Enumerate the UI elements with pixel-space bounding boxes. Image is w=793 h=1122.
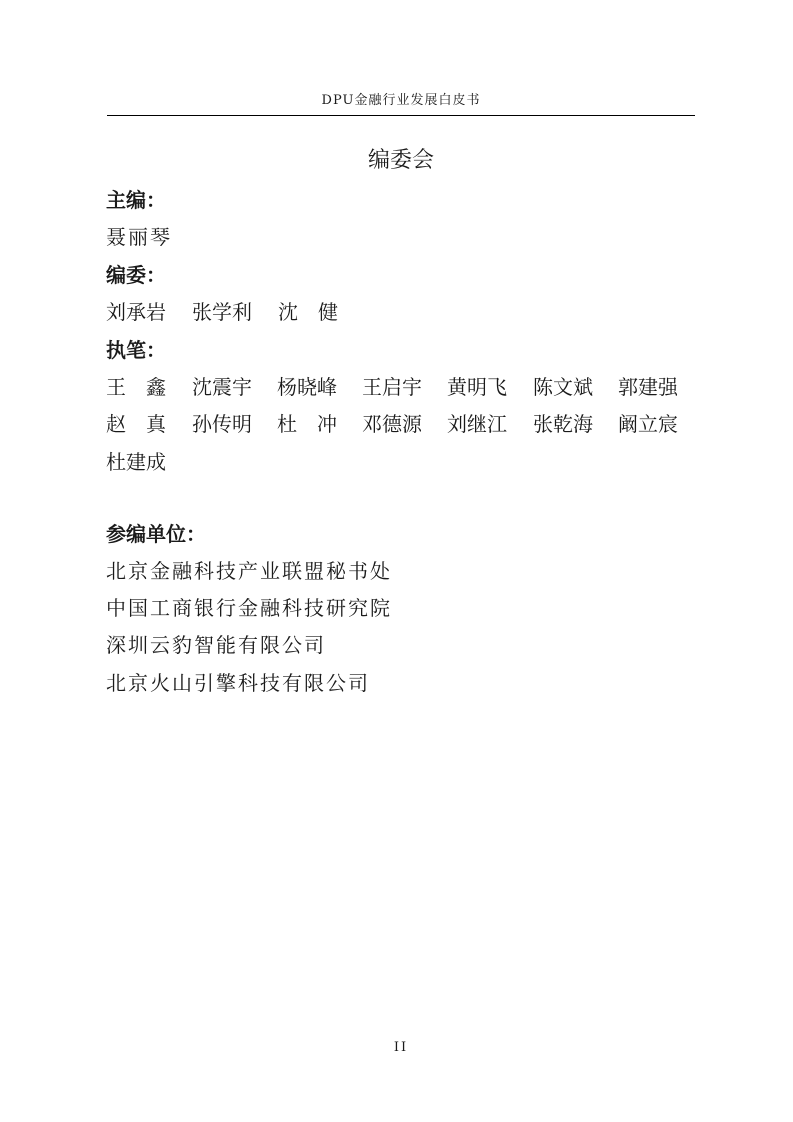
writer-name: 沈震宇 [192,375,252,399]
participating-unit: 中国工商银行金融科技研究院 [106,596,392,620]
writer-name: 赵 真 [106,412,166,436]
writer-name: 邓德源 [362,412,422,436]
participating-unit: 深圳云豹智能有限公司 [106,633,326,657]
writers-label: 执笔： [106,338,166,362]
writer-name: 杨晓峰 [277,375,337,399]
writer-name: 王启宇 [362,375,422,399]
editorial-board-label: 编委： [106,263,166,287]
writers-row-3 [106,448,706,476]
header-rule [107,115,695,116]
writer-name: 刘继江 [447,412,507,436]
writer-name: 王 鑫 [106,375,166,399]
writer-name: 郭建强 [618,375,678,399]
participating-unit: 北京火山引擎科技有限公司 [106,671,370,695]
editorial-board-names [106,298,706,326]
writer-name: 杜建成 [106,450,166,474]
board-member-name: 沈 健 [278,300,338,324]
writer-name: 杜 冲 [277,412,337,436]
writer-name: 孙传明 [192,412,252,436]
writers-row-2 [106,410,706,438]
chief-editor-name: 聂丽琴 [106,225,172,249]
writer-name: 阚立宸 [618,412,678,436]
participating-unit: 北京金融科技产业联盟秘书处 [106,559,392,583]
writer-name: 黄明飞 [447,375,507,399]
page-number: II [393,1040,409,1055]
running-header: DPU金融行业发展白皮书 [321,93,481,108]
board-member-name: 刘承岩 [106,300,166,324]
writer-name: 陈文斌 [533,375,593,399]
writers-row-1 [106,373,706,401]
page-title: 编委会 [367,148,434,173]
participating-units-label: 参编单位： [106,522,206,546]
writer-name: 张乾海 [533,412,593,436]
chief-editor-label: 主编： [106,188,166,212]
board-member-name: 张学利 [192,300,252,324]
